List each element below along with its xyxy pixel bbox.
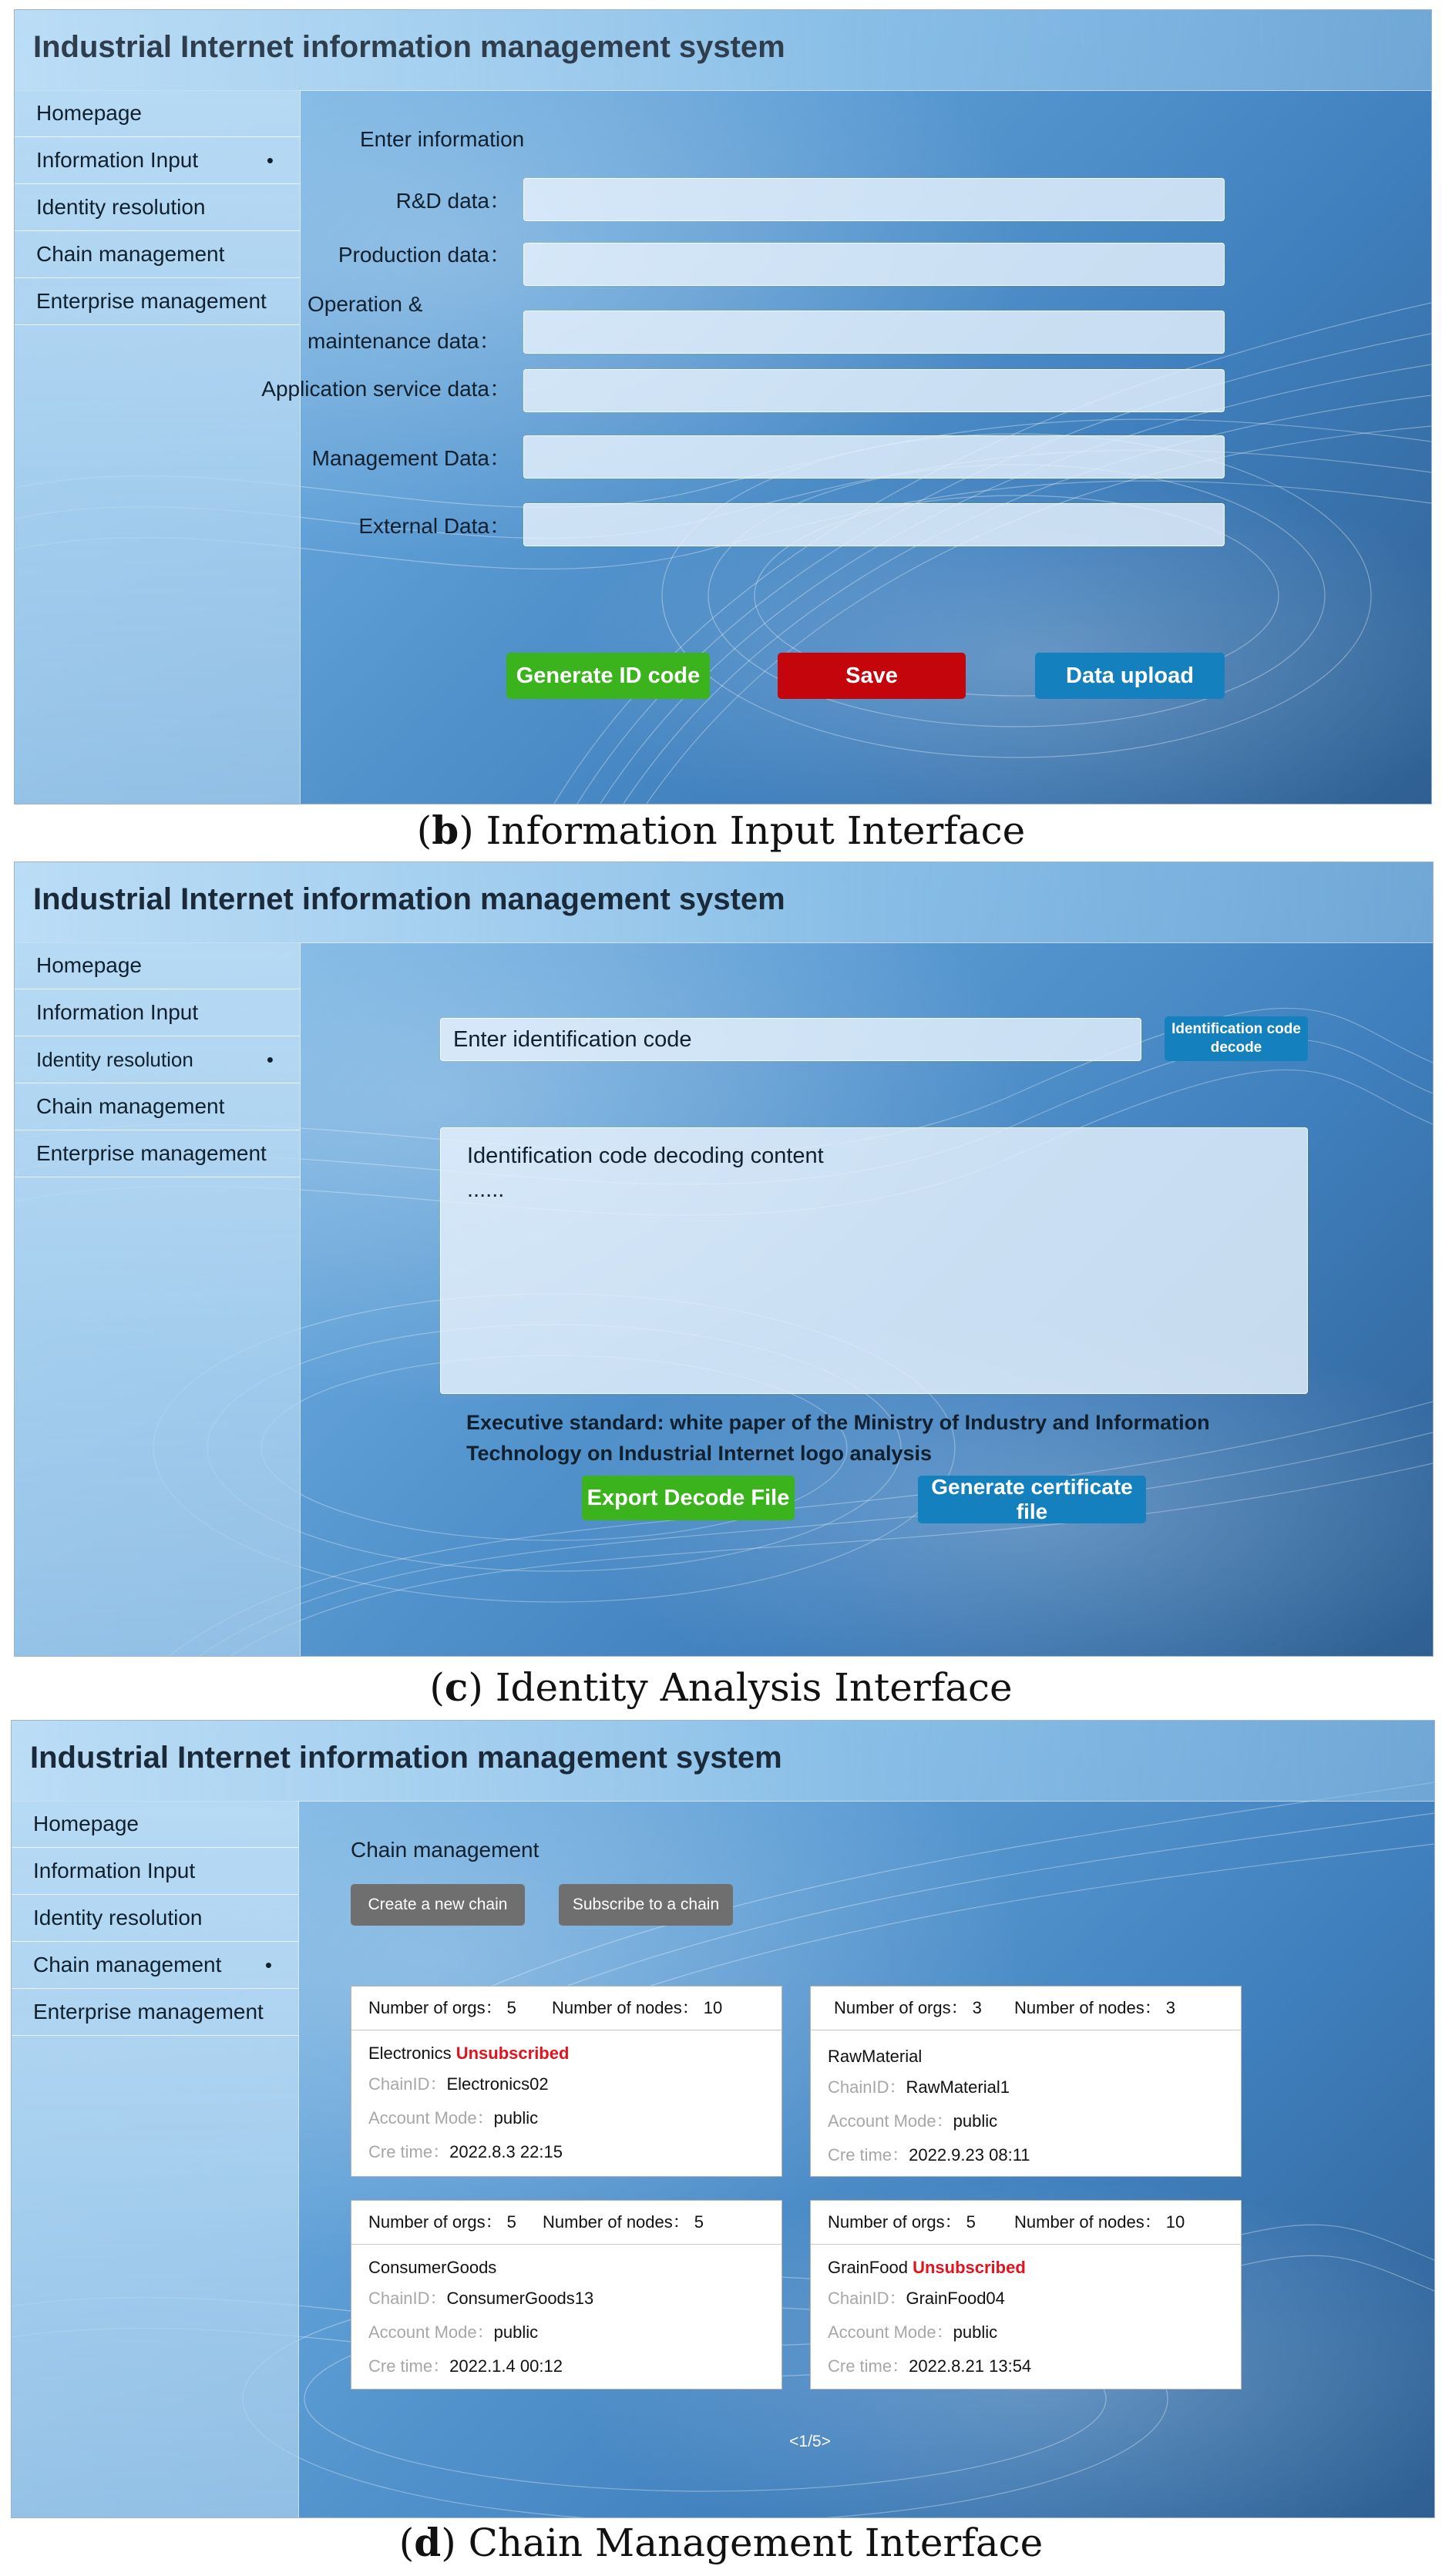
sidebar-item-information-input[interactable]: Information Input xyxy=(15,989,300,1036)
sidebar-item-chain-management[interactable]: Chain management • xyxy=(12,1942,298,1989)
decoding-content-title: Identification code decoding content xyxy=(467,1144,824,1168)
sidebar-item-chain-management[interactable]: Chain management xyxy=(15,1083,300,1130)
chain-card-grainfood[interactable] xyxy=(810,2200,1242,2390)
sidebar xyxy=(15,942,301,1656)
decoding-content-body: ...... xyxy=(467,1177,505,1202)
caption-b: (b) Information Input Interface xyxy=(416,808,1026,853)
title-bar xyxy=(15,10,1431,91)
executive-standard-line2: Technology on Industrial Internet logo analysis xyxy=(466,1442,933,1465)
rd-data-label: R&D data： xyxy=(395,189,511,213)
chain-card-consumergoods[interactable] xyxy=(351,2200,782,2390)
status-badge: Unsubscribed xyxy=(455,2044,570,2063)
identification-code-decode-button[interactable]: Identification code decode xyxy=(1165,1016,1308,1061)
account-mode-row: Account Mode：public xyxy=(828,2111,998,2131)
main-content xyxy=(298,1801,1434,2517)
management-data-input[interactable] xyxy=(523,435,1225,479)
application-service-data-label: Application service data： xyxy=(261,377,511,401)
app-title: Industrial Internet information management system xyxy=(30,1741,782,1775)
chain-name-row: GrainFood Unsubscribed xyxy=(828,2258,1026,2277)
save-button[interactable]: Save xyxy=(778,653,966,699)
chain-id-row: ChainID：ConsumerGoods13 xyxy=(368,2289,594,2308)
operation-maintenance-data-input[interactable] xyxy=(523,311,1225,354)
data-upload-button[interactable]: Data upload xyxy=(1035,653,1225,699)
subscribe-to-chain-button[interactable]: Subscribe to a chain xyxy=(559,1884,733,1926)
sidebar xyxy=(15,90,301,804)
pagination[interactable]: <1/5> xyxy=(789,2433,831,2450)
sidebar-item-information-input[interactable]: Information Input xyxy=(12,1848,298,1895)
app-title: Industrial Internet information management system xyxy=(33,30,785,64)
sidebar-item-information-input[interactable]: Information Input • xyxy=(15,137,300,184)
cre-time-row: Cre time：2022.9.23 08:11 xyxy=(828,2145,1030,2165)
create-new-chain-button[interactable]: Create a new chain xyxy=(351,1884,525,1926)
page-heading: Enter information xyxy=(360,127,525,151)
page-heading: Chain management xyxy=(351,1838,539,1862)
sidebar-item-identity-resolution[interactable]: Identity resolution xyxy=(15,184,300,231)
chain-card-electronics[interactable] xyxy=(351,1986,782,2177)
rd-data-input[interactable] xyxy=(523,178,1225,221)
identity-analysis-panel xyxy=(14,861,1434,1657)
sidebar xyxy=(12,1801,299,2517)
account-mode-row: Account Mode：public xyxy=(828,2322,998,2342)
chain-management-panel xyxy=(11,1720,1435,2518)
status-badge: Unsubscribed xyxy=(913,2258,1026,2277)
main-content xyxy=(261,90,1431,804)
sidebar-item-identity-resolution[interactable]: Identity resolution xyxy=(12,1895,298,1942)
sidebar-item-homepage[interactable]: Homepage xyxy=(12,1801,298,1848)
information-input-panel xyxy=(14,9,1432,804)
management-data-label: Management Data： xyxy=(311,446,511,470)
chain-name-row: Electronics Unsubscribed xyxy=(368,2044,570,2063)
account-mode-row: Account Mode：public xyxy=(368,2322,539,2342)
sidebar-item-enterprise-management[interactable]: Enterprise management xyxy=(12,1989,298,2036)
card-header: Number of orgs： 5 Number of nodes： 10 xyxy=(351,1987,782,2030)
external-data-input[interactable] xyxy=(523,503,1225,546)
sidebar-item-enterprise-management[interactable]: Enterprise management xyxy=(15,1130,300,1177)
cre-time-row: Cre time：2022.8.3 22:15 xyxy=(368,2142,563,2161)
caption-d: (d) Chain Management Interface xyxy=(398,2520,1044,2565)
chain-card-rawmaterial[interactable] xyxy=(810,1986,1242,2177)
export-decode-file-button[interactable]: Export Decode File xyxy=(582,1476,795,1520)
cre-time-row: Cre time：2022.1.4 00:12 xyxy=(368,2356,563,2376)
caption-c: (c) Identity Analysis Interface xyxy=(429,1664,1013,1710)
decoding-content-box xyxy=(440,1127,1308,1394)
generate-certificate-file-button[interactable]: Generate certificate file xyxy=(918,1476,1146,1523)
title-bar xyxy=(15,862,1433,943)
sidebar-item-enterprise-management[interactable]: Enterprise management xyxy=(15,278,300,325)
sidebar-item-chain-management[interactable]: Chain management xyxy=(15,231,300,278)
chain-id-row: ChainID：Electronics02 xyxy=(368,2074,549,2094)
operation-maintenance-data-label-line1: Operation & xyxy=(308,292,423,316)
cre-time-row: Cre time：2022.8.21 13:54 xyxy=(828,2356,1032,2376)
title-bar xyxy=(12,1721,1434,1802)
production-data-input[interactable] xyxy=(523,243,1225,286)
application-service-data-input[interactable] xyxy=(523,369,1225,412)
chain-id-row: ChainID：RawMaterial1 xyxy=(828,2077,1010,2097)
main-content xyxy=(300,942,1433,1656)
chain-id-row: ChainID：GrainFood04 xyxy=(828,2289,1005,2308)
sidebar-item-identity-resolution[interactable]: Identity resolution • xyxy=(15,1036,300,1083)
identification-code-input[interactable]: Enter identification code xyxy=(440,1018,1141,1061)
production-data-label: Production data： xyxy=(338,243,511,267)
card-header: Number of orgs： 5 Number of nodes： 5 xyxy=(351,2201,782,2245)
operation-maintenance-data-label-line2: maintenance data： xyxy=(308,329,501,353)
card-header: Number of orgs： 3 Number of nodes： 3 xyxy=(811,1987,1241,2030)
account-mode-row: Account Mode：public xyxy=(368,2108,539,2128)
generate-id-code-button[interactable]: Generate ID code xyxy=(506,653,710,699)
executive-standard-line1: Executive standard: white paper of the Ministry of Industry and Information xyxy=(466,1411,1210,1434)
sidebar-item-homepage[interactable]: Homepage xyxy=(15,90,300,137)
external-data-label: External Data： xyxy=(358,514,511,538)
chain-name-row: ConsumerGoods xyxy=(368,2258,497,2277)
chain-name-row: RawMaterial xyxy=(828,2047,923,2066)
card-header: Number of orgs： 5 Number of nodes： 10 xyxy=(811,2201,1241,2245)
sidebar-item-homepage[interactable]: Homepage xyxy=(15,942,300,989)
app-title: Industrial Internet information management system xyxy=(33,882,785,916)
